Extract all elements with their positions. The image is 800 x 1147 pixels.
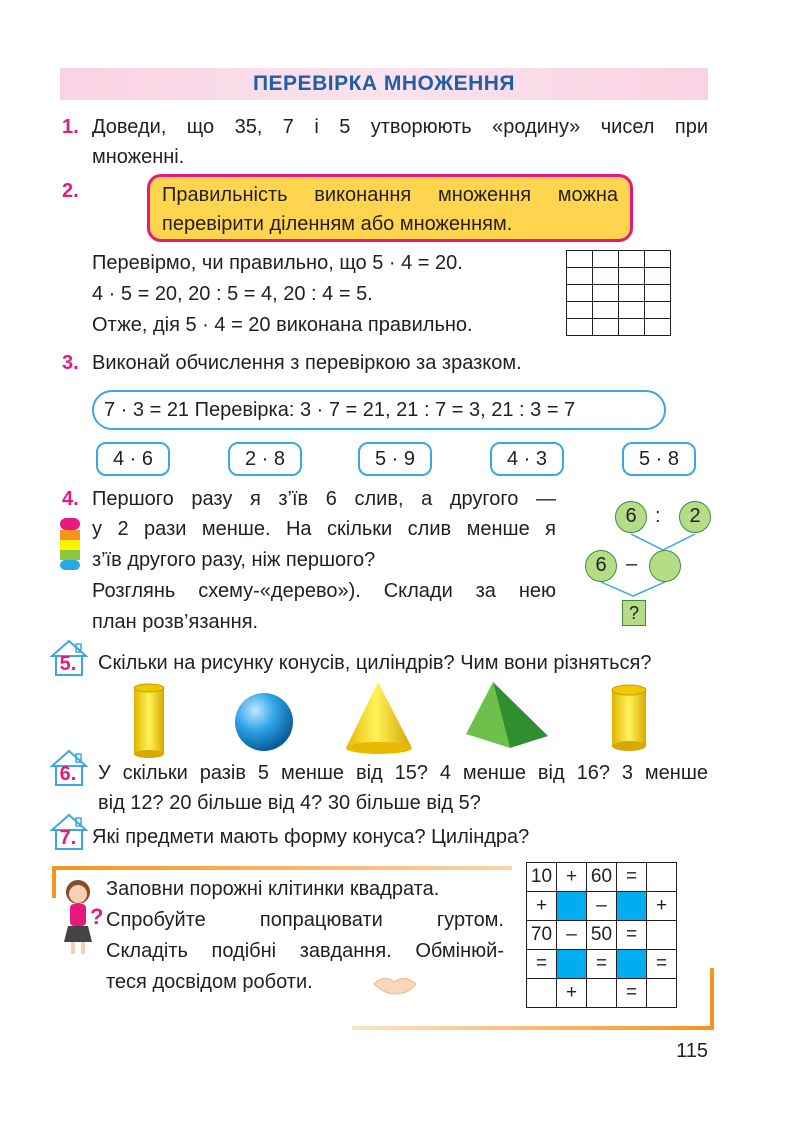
task-3-text: Виконай обчислення з перевіркою за зразком. (92, 352, 522, 374)
cylinder-shape-1 (134, 684, 164, 758)
square-cell: + (647, 892, 677, 921)
tree-node-6b: 6 (585, 550, 617, 582)
rule-line-2: перевірити діленням або множенням. (162, 213, 513, 235)
square-cell-empty (647, 921, 677, 950)
square-cell: = (617, 921, 647, 950)
task-2-line-2: 4 · 5 = 20, 20 : 5 = 4, 20 : 4 = 5. (92, 283, 373, 305)
multiplication-grid (566, 250, 671, 336)
square-cell: + (557, 979, 587, 1008)
task-1-line-1: Доведи, що 35, 7 і 5 утворюють «родину» чисел при (92, 116, 708, 138)
square-cell: = (617, 979, 647, 1008)
cone-shape (346, 682, 412, 754)
square-cell: = (527, 950, 557, 979)
task-2-number: 2. (62, 180, 79, 202)
square-cell: 10 (527, 863, 557, 892)
expression-box: 4 · 6 (96, 442, 170, 476)
page-title: ПЕРЕВІРКА МНОЖЕННЯ (252, 72, 516, 95)
group-line-4: теся досвідом роботи. (106, 971, 313, 993)
task-6-line-2: від 12? 20 більше від 4? 30 більше від 5? (98, 792, 481, 814)
task-6-number: 6. (59, 763, 77, 785)
task-4-line-4: Розглянь схему-«дерево»). Склади за нею (92, 580, 556, 602)
tree-node-empty (649, 550, 681, 582)
number-square (526, 862, 677, 1008)
tree-op-divide: : (655, 505, 661, 527)
square-cell: 60 (587, 863, 617, 892)
task-4-line-3: з’їв другого разу, ніж першого? (92, 549, 376, 571)
task-4-line-2: у 2 рази менше. На скільки слив менше я (92, 518, 556, 540)
girl-character-icon (58, 876, 102, 958)
square-cell: 50 (587, 921, 617, 950)
task-1-number: 1. (62, 116, 79, 138)
tree-node-2: 2 (679, 501, 711, 533)
square-cell: = (587, 950, 617, 979)
cylinder-shape-2 (612, 685, 646, 751)
handshake-icon (372, 972, 418, 998)
task-4-number: 4. (62, 488, 79, 510)
task-2-line-3: Отже, дія 5 · 4 = 20 виконана правильно. (92, 314, 473, 336)
square-cell-blank (617, 892, 647, 921)
rule-box (147, 174, 633, 242)
task-7-number: 7. (59, 827, 77, 849)
square-cell: = (647, 950, 677, 979)
task-7-text: Які предмети мають форму конуса? Циліндра? (92, 826, 530, 848)
square-cell: – (587, 892, 617, 921)
pyramid-shape (466, 682, 548, 748)
square-cell-blank (557, 950, 587, 979)
group-line-1: Заповни порожні клітинки квадрата. (106, 878, 440, 900)
task-4-line-1: Першого разу я з’їв 6 слив, а другого — (92, 488, 556, 510)
rule-line-1: Правильність виконання множення можна (162, 184, 618, 206)
shapes-row (130, 678, 710, 760)
task-5-text: Скільки на рисунку конусів, циліндрів? Чим вони різняться? (98, 652, 652, 674)
square-cell-empty (527, 979, 557, 1008)
sphere-shape (235, 693, 293, 751)
square-cell: + (557, 863, 587, 892)
page-number: 115 (676, 1040, 708, 1062)
task-1-line-2: множенні. (92, 146, 185, 168)
svg-text:?: ? (90, 904, 104, 929)
group-line-2: Спробуйте попрацювати гуртом. (106, 909, 504, 931)
expression-box: 5 · 9 (358, 442, 432, 476)
expression-box: 2 · 8 (228, 442, 302, 476)
square-cell-empty (587, 979, 617, 1008)
square-cell-empty (647, 863, 677, 892)
title-bar (60, 68, 708, 100)
task-6-line-1: У скільки разів 5 менше від 15? 4 менше від 16? 3 менше (98, 762, 708, 784)
tree-result: ? (622, 600, 646, 626)
square-cell: 70 (527, 921, 557, 950)
square-cell-blank (617, 950, 647, 979)
tree-node-6: 6 (615, 501, 647, 533)
sample-box: 7 · 3 = 21 Перевірка: 3 · 7 = 21, 21 : 7 = 3, 21 : 3 = 7 (92, 390, 666, 430)
square-cell: + (527, 892, 557, 921)
task-4-line-5: план розв’язання. (92, 611, 259, 633)
square-cell-empty (647, 979, 677, 1008)
square-cell-blank (557, 892, 587, 921)
difficulty-levels-icon (58, 516, 82, 572)
task-3-number: 3. (62, 352, 79, 374)
task-2-line-1: Перевірмо, чи правильно, що 5 · 4 = 20. (92, 252, 463, 274)
task-5-number: 5. (59, 653, 77, 675)
square-cell: = (617, 863, 647, 892)
expression-box: 5 · 8 (622, 442, 696, 476)
square-cell: – (557, 921, 587, 950)
expression-box: 4 · 3 (490, 442, 564, 476)
group-line-3: Складіть подібні завдання. Обмінюй- (106, 940, 504, 962)
tree-op-minus: – (626, 553, 638, 575)
